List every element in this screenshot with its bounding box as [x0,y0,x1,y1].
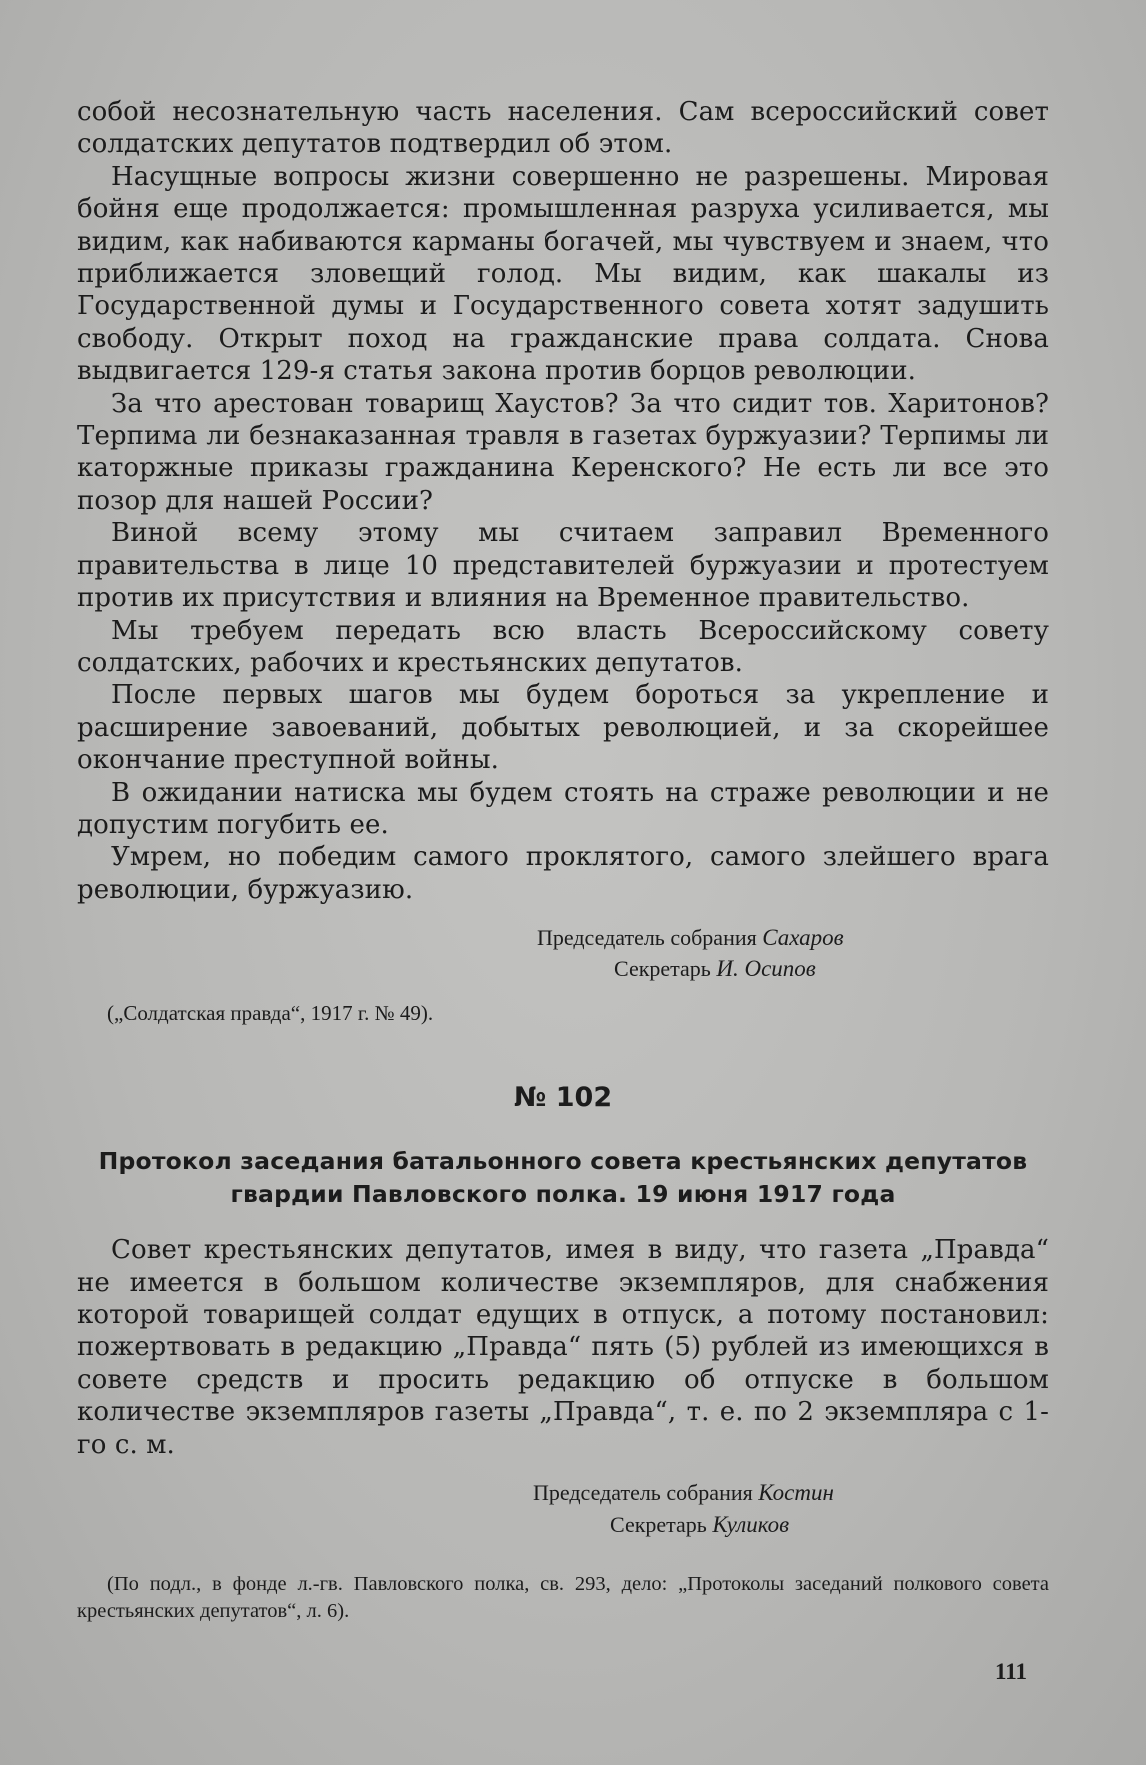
paragraph: После первых шагов мы будем бороться за укрепление и расширение завоеваний, добытых революцией, и за скорейшее окончание преступной войны. [77,680,1049,776]
secretary-label: Секретарь [614,956,711,982]
paragraph: В ожидании натиска мы будем стоять на страже революции и не допустим погубить ее. [77,777,1049,840]
document-101-body [77,96,1049,906]
paragraph: Мы требуем передать всю власть Всероссийскому совету солдатских, рабочих и крестьянских депутатов. [77,615,1049,678]
paragraph: За что арестован товарищ Хаустов? За что сидит тов. Харитонов? Терпима ли безнаказанная травля в газетах буржуазии? Терпимы ли каторжные приказы гражданина Керенского? Не есть ли все это позор для нашей России? [77,388,1049,516]
chairman-signature [533,1477,1049,1509]
chairman-label: Председатель собрания [537,925,757,951]
paragraph: Умрем, но победим самого проклятого, самого злейшего врага революции, буржуазию. [77,842,1049,905]
document-101-source: („Солдатская правда“, 1917 г. № 49). [107,1001,434,1026]
paragraph: Совет крестьянских депутатов, имея в виду, что газета „Правда“ не имеется в большом количестве экземпляров, для снабжения которой товарищей солдат едущих в отпуск, а потому постановил: пожертвовать в редакцию „Правда“ пять (5) рублей из имеющихся в совете средств и просить редакцию об отпуске в большом количестве экземпляров газеты „Правда“, т. е. по 2 экземпляра с 1-го с. м. [77,1235,1049,1460]
paragraph: собой несознательную часть населения. Сам всероссийский совет солдатских депутатов подтвердил об этом. [77,97,1049,160]
paragraph: Насущные вопросы жизни совершенно не разрешены. Мировая бойня еще продолжается: промышленная разруха усиливается, мы видим, как набиваются карманы богачей, мы чувствуем и знаем, что приближается зловещий голод. Мы видим, как шакалы из Государственной думы и Государственного совета хотят задушить свободу. Открыт поход на гражданские права солдата. Снова выдвигается 129-я статья закона против борцов революции. [77,161,1049,387]
chairman-signature [537,922,1049,953]
secretary-name: Куликов [712,1512,790,1537]
source-citation: (По подл., в фонде л.-гв. Павловского полка, св. 293, дело: „Протоколы заседаний полкового совета крестьянских депутатов“, л. 6). [77,1573,1049,1622]
text-column [77,96,1049,1625]
chairman-label: Председатель собрания [533,1480,753,1505]
secretary-signature [610,1509,1049,1541]
document-title: Протокол заседания батальонного совета крестьянских депутатов гвардии Павловского полка. 19 июня 1917 года [98,1147,1028,1209]
secretary-name: И. Осипов [716,956,816,982]
secretary-label: Секретарь [610,1512,707,1537]
chairman-name: Костин [758,1480,834,1505]
secretary-signature [614,953,1049,984]
chairman-name: Сахаров [762,925,844,951]
document-102-body [77,1234,1049,1461]
document-102-signatures [533,1477,1049,1541]
document-number: № 102 [513,1082,613,1114]
document-101-signatures [537,922,1049,984]
document-102-source [77,1571,1049,1625]
paragraph: Виной всему этому мы считаем заправил Временного правительства в лице 10 представителей буржуазии и протестуем против их присутствия и влияния на Временное правительство. [77,518,1049,614]
page-number: 111 [995,1659,1027,1684]
